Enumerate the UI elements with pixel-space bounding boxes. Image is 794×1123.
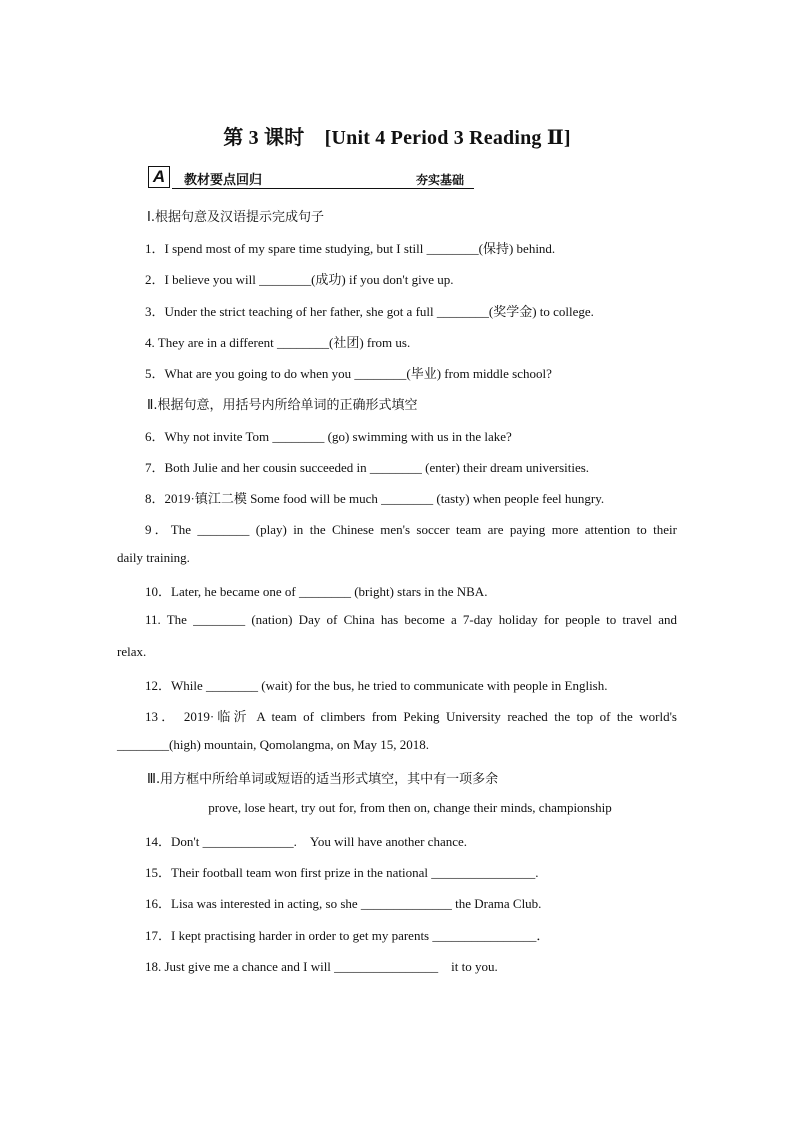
section-banner xyxy=(148,166,474,192)
question-13: 13． 2019·临沂 A team of climbers from Peking University reached the top of the world's xyxy=(145,709,677,724)
question-10: 10．Later, he became one of ________ (bright) stars in the NBA. xyxy=(145,584,488,599)
question-18: 18. Just give me a chance and I will ________________ it to you. xyxy=(145,959,498,974)
question-16: 16．Lisa was interested in acting, so she ______________ the Drama Club. xyxy=(145,896,542,911)
question-9-continued: daily training. xyxy=(117,550,190,565)
section-3-heading: Ⅲ.用方框中所给单词或短语的适当形式填空，其中有一项多余 xyxy=(147,772,499,787)
question-3: 3．Under the strict teaching of her father, she got a full ________(奖学金) to college. xyxy=(145,304,594,319)
question-2: 2．I believe you will ________(成功) if you don't give up. xyxy=(145,272,454,287)
section-badge: A xyxy=(148,166,170,188)
question-4: 4. They are in a different ________(社团) from us. xyxy=(145,335,411,350)
banner-left-label: 教材要点回归 xyxy=(184,173,263,188)
question-6: 6．Why not invite Tom ________ (go) swimming with us in the lake? xyxy=(145,429,512,444)
question-17: 17．I kept practising harder in order to get my parents ________________． xyxy=(145,928,550,943)
question-11-continued: relax. xyxy=(117,644,147,659)
section-2-heading: Ⅱ.根据句意，用括号内所给单词的正确形式填空 xyxy=(147,398,418,413)
question-13-continued: ________(high) mountain, Qomolangma, on May 15, 2018. xyxy=(117,737,429,752)
question-11: 11. The ________ (nation) Day of China has become a 7-day holiday for people to travel and xyxy=(145,612,677,627)
word-box: prove, lose heart, try out for, from then on, change their minds, championship xyxy=(208,800,612,815)
question-9: 9．The ________ (play) in the Chinese men's soccer team are paying more attention to their xyxy=(145,522,677,537)
question-14: 14．Don't ______________. You will have another chance. xyxy=(145,834,468,849)
question-1: 1．I spend most of my spare time studying, but I still ________(保持) behind. xyxy=(145,241,556,256)
question-7: 7．Both Julie and her cousin succeeded in ________ (enter) their dream universities. xyxy=(145,460,590,475)
banner-right-label: 夯实基础 xyxy=(416,173,465,187)
question-12: 12．While ________ (wait) for the bus, he tried to communicate with people in English. xyxy=(145,678,608,693)
page-title: 第 3 课时 [Unit 4 Period 3 Reading Ⅱ] xyxy=(223,127,571,149)
question-15: 15．Their football team won first prize in the national ________________. xyxy=(145,865,539,880)
section-1-heading: Ⅰ.根据句意及汉语提示完成句子 xyxy=(147,210,324,225)
question-8: 8．2019·镇江二模 Some food will be much ________ (tasty) when people feel hungry. xyxy=(145,491,605,506)
banner-divider xyxy=(172,188,474,189)
question-5: 5．What are you going to do when you ________(毕业) from middle school? xyxy=(145,366,552,381)
